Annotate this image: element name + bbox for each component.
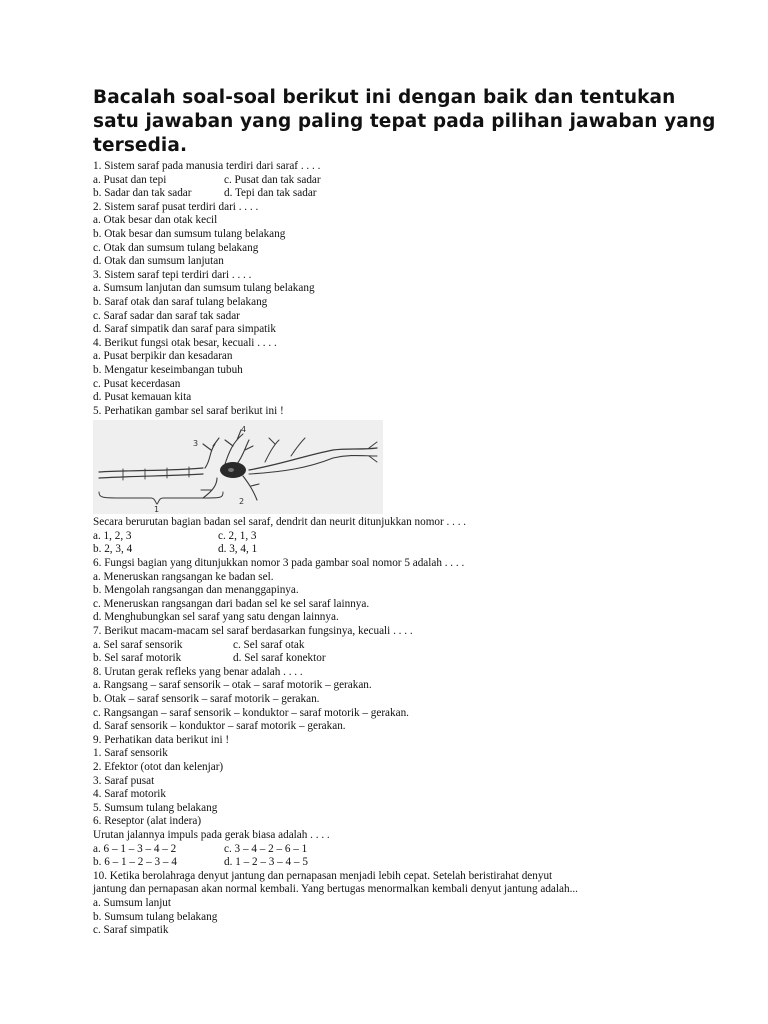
question-1 (93, 160, 753, 201)
option-a: a. Otak besar dan otak kecil (93, 214, 218, 227)
option-row (93, 530, 753, 544)
option-b: b. Otak – saraf sensorik – saraf motorik – gerakan. (93, 693, 320, 705)
option-b: b. Sadar dan tak sadar (93, 187, 192, 200)
question-stem: jantung dan pernapasan akan normal kembali. Yang bertugas menormalkan kembali denyut jantung adalah... (93, 883, 578, 896)
axon-terminal (369, 442, 377, 462)
data-item: 3. Saraf pusat (93, 774, 155, 787)
option-b: b. Sel saraf motorik (93, 652, 182, 665)
option-b: b. 2, 3, 4 (93, 543, 133, 556)
figure-label-1: 1 (154, 505, 160, 515)
option-a: a. Sumsum lanjutan dan sumsum tulang belakang (93, 282, 315, 295)
option-d: d. Tepi dan tak sadar (224, 187, 317, 200)
nucleus (228, 468, 234, 472)
question-9 (93, 734, 753, 870)
option-a: a. Meneruskan rangsangan ke badan sel. (93, 570, 274, 583)
question-text: Urutan jalannya impuls pada gerak biasa adalah . . . . (93, 828, 330, 841)
option-d: d. Pusat kemauan kita (93, 391, 192, 404)
option-c: c. 3 – 4 – 2 – 6 – 1 (224, 842, 308, 855)
option-c: c. Otak dan sumsum tulang belakang (93, 241, 259, 254)
question-4 (93, 337, 753, 405)
question-10 (93, 870, 753, 938)
data-item: 2. Efektor (otot dan kelenjar) (93, 760, 224, 773)
option-row (93, 639, 753, 653)
axon-upper-line (99, 468, 203, 472)
option-c: c. Sel saraf otak (233, 638, 305, 651)
neuron-figure (93, 420, 383, 514)
option-c: c. Meneruskan rangsangan dari badan sel ke sel saraf lainnya. (93, 597, 370, 610)
question-stem: 5. Perhatikan gambar sel saraf berikut ini ! (93, 404, 284, 417)
instructions-line: tersedia. (93, 135, 188, 156)
instructions-line: satu jawaban yang paling tepat pada pilihan jawaban yang (93, 111, 716, 132)
bracket-1 (99, 492, 223, 504)
question-stem: 1. Sistem saraf pada manusia terdiri dari saraf . . . . (93, 160, 321, 172)
question-stem: 4. Berikut fungsi otak besar, kecuali . . . . (93, 336, 277, 349)
option-b: b. Mengatur keseimbangan tubuh (93, 363, 243, 376)
option-c: c. Pusat kecerdasan (93, 377, 181, 390)
question-2 (93, 201, 753, 269)
question-5 (93, 405, 753, 557)
option-a: a. Pusat berpikir dan kesadaran (93, 350, 233, 363)
option-row (93, 174, 753, 188)
option-a: a. Sel saraf sensorik (93, 638, 183, 651)
option-d: d. Menghubungkan sel saraf yang satu dengan lainnya. (93, 611, 339, 624)
question-stem: 6. Fungsi bagian yang ditunjukkan nomor 3 pada gambar soal nomor 5 adalah . . . . (93, 557, 465, 570)
option-row (93, 856, 753, 870)
option-b: b. 6 – 1 – 2 – 3 – 4 (93, 856, 177, 869)
dendrite-branch (243, 476, 259, 500)
neuron-diagram (93, 420, 383, 514)
question-stem: 3. Sistem saraf tepi terdiri dari . . . . (93, 268, 252, 281)
axon-right-line (249, 448, 377, 470)
option-row (93, 843, 753, 857)
question-6 (93, 557, 753, 625)
option-c: c. Saraf simpatik (93, 924, 169, 937)
option-row (93, 187, 753, 201)
option-b: b. Saraf otak dan saraf tulang belakang (93, 295, 268, 308)
question-8 (93, 666, 753, 734)
option-d: d. Otak dan sumsum lanjutan (93, 255, 224, 268)
dendrite-branch (203, 438, 219, 468)
figure-label-3: 3 (193, 439, 199, 449)
axon-lower-line (99, 474, 203, 478)
option-d: d. 1 – 2 – 3 – 4 – 5 (224, 856, 308, 869)
question-stem: 8. Urutan gerak refleks yang benar adalah . . . . (93, 665, 303, 678)
data-item: 1. Saraf sensorik (93, 747, 168, 760)
question-stem: 10. Ketika berolahraga denyut jantung dan pernapasan menjadi lebih cepat. Setelah beristirahat denyut (93, 869, 553, 882)
question-text: Secara berurutan bagian badan sel saraf, dendrit dan neurit ditunjukkan nomor . . . . (93, 516, 467, 529)
instructions-heading (93, 86, 716, 158)
collateral-branch (291, 438, 305, 456)
option-a: a. 6 – 1 – 3 – 4 – 2 (93, 842, 177, 855)
question-stem: 7. Berikut macam-macam sel saraf berdasarkan fungsinya, kecuali . . . . (93, 625, 413, 638)
option-a: a. Sumsum lanjut (93, 896, 172, 909)
figure-label-4: 4 (241, 425, 247, 435)
option-b: b. Otak besar dan sumsum tulang belakang (93, 227, 286, 240)
option-c: c. 2, 1, 3 (218, 529, 257, 542)
question-7 (93, 625, 753, 666)
question-stem: 2. Sistem saraf pusat terdiri dari . . . . (93, 200, 259, 213)
option-b: b. Mengolah rangsangan dan menanggapinya. (93, 584, 299, 597)
option-c: c. Pusat dan tak sadar (224, 173, 321, 186)
option-a: a. Pusat dan tepi (93, 173, 167, 186)
dendrite-branch (237, 440, 253, 464)
question-3 (93, 269, 753, 337)
option-c: c. Rangsangan – saraf sensorik – konduktor – saraf motorik – gerakan. (93, 706, 409, 719)
option-c: c. Saraf sadar dan saraf tak sadar (93, 309, 240, 322)
worksheet-page (93, 86, 753, 938)
data-item: 6. Reseptor (alat indera) (93, 815, 202, 828)
option-a: a. 1, 2, 3 (93, 529, 132, 542)
option-d: d. 3, 4, 1 (218, 543, 258, 556)
option-d: d. Saraf simpatik dan saraf para simpatik (93, 323, 276, 336)
option-b: b. Sumsum tulang belakang (93, 910, 218, 923)
data-item: 5. Sumsum tulang belakang (93, 801, 218, 814)
instructions-line: Bacalah soal-soal berikut ini dengan baik dan tentukan (93, 87, 676, 108)
collateral-branch (265, 438, 279, 462)
axon-right-line (249, 456, 377, 475)
option-row (93, 652, 753, 666)
question-stem: 9. Perhatikan data berikut ini ! (93, 733, 230, 746)
figure-label-2: 2 (239, 497, 245, 507)
option-a: a. Rangsang – saraf sensorik – otak – saraf motorik – gerakan. (93, 679, 372, 692)
option-row (93, 543, 753, 557)
option-d: d. Sel saraf konektor (233, 652, 326, 665)
dendrite-branch (201, 478, 217, 498)
option-d: d. Saraf sensorik – konduktor – saraf motorik – gerakan. (93, 720, 346, 733)
data-item: 4. Saraf motorik (93, 788, 167, 801)
